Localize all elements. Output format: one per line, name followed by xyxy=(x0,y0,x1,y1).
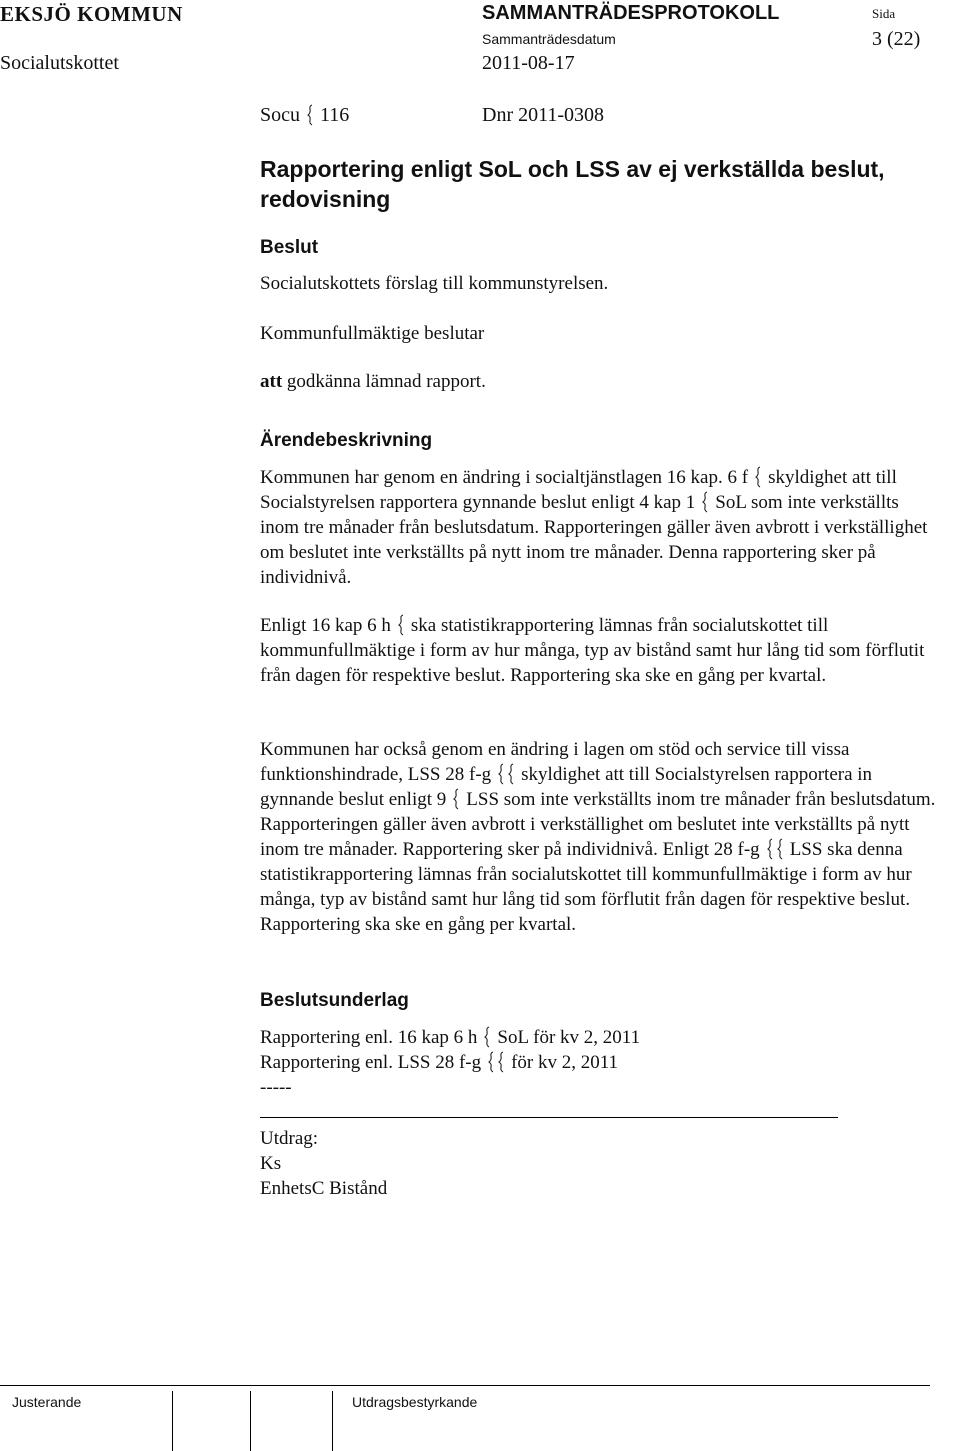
page-number: 3 (22) xyxy=(872,28,921,50)
footer-justerande-label: Justerande xyxy=(12,1394,82,1410)
list-item xyxy=(260,1025,640,1050)
distribution-recipient: Ks xyxy=(260,1153,282,1174)
case-paragraph-2 xyxy=(260,613,940,688)
distribution-recipient: EnhetsC Bistånd xyxy=(260,1178,388,1199)
case-text: ska statistikrapportering lämnas från socialutskottet till kommunfullmäktige i form av hur många, typ av bistånd samt hur lång tid som förflutit från dagen för respektive beslut. Rapportering ska ske en gång per kvartal. xyxy=(260,615,925,686)
case-text: LSS ska denna statistikrapportering lämnas från socialutskottet till kommunfullmäktige i form av hur många, typ av bistånd samt hur lång tid som förflutit från dagen för respektive beslut. Rapportering ska ske en gång per kvartal. xyxy=(260,839,912,935)
list-item xyxy=(260,1050,640,1075)
section-sign-icon xyxy=(452,788,460,810)
section-sign-icon xyxy=(497,1051,505,1073)
section-sign-icon xyxy=(766,838,774,860)
signature-box-divider xyxy=(332,1391,333,1451)
section-sign-icon xyxy=(487,1051,495,1073)
meeting-date-label: Sammanträdesdatum xyxy=(482,31,616,47)
signature-box-divider xyxy=(172,1391,173,1451)
decision-text xyxy=(260,371,486,393)
case-paragraph-1 xyxy=(260,465,940,590)
meeting-date: 2011-08-17 xyxy=(482,52,575,74)
decision-att: att xyxy=(260,371,283,392)
decision-basis-list xyxy=(260,1025,640,1100)
section-sign-icon xyxy=(483,1026,491,1048)
case-paragraph-3 xyxy=(260,737,940,937)
case-description-heading: Ärendebeskrivning xyxy=(260,430,433,451)
footer-certification-label: Utdragsbestyrkande xyxy=(352,1394,478,1410)
paragraph-prefix: Socu xyxy=(260,104,300,126)
diary-number: Dnr 2011-0308 xyxy=(482,104,605,126)
section-sign-icon xyxy=(397,614,405,636)
document-type: SAMMANTRÄDESPROTOKOLL xyxy=(482,2,780,24)
decision-proposal: Socialutskottets förslag till kommunstyrelsen. xyxy=(260,273,609,294)
section-sign-icon xyxy=(701,491,709,513)
decision-body: Kommunfullmäktige beslutar xyxy=(260,323,485,344)
item-title: Rapportering enligt SoL och LSS av ej verkställda beslut, redovisning xyxy=(260,156,885,212)
section-sign-icon xyxy=(306,104,314,126)
case-text: SoL som inte verkställts inom tre månader från beslutsdatum. Rapporteringen gäller även avbrott i verkställighet om beslutet inte verkställts på nytt inom tre månader. Denna rapportering sker på individnivå. xyxy=(260,492,928,588)
section-sign-icon xyxy=(754,466,762,488)
list-item-text: SoL för kv 2, 2011 xyxy=(497,1027,641,1048)
decision-rest: godkänna lämnad rapport. xyxy=(282,371,486,392)
organization-name: EKSJÖ KOMMUN xyxy=(0,2,183,26)
signature-box-divider xyxy=(250,1391,251,1451)
case-text: skyldighet att till Socialstyrelsen rapportera gynnande beslut enligt 4 kap 1 xyxy=(260,467,897,513)
department-name: Socialutskottet xyxy=(0,52,119,74)
divider xyxy=(260,1117,838,1118)
separator-text: ----- xyxy=(260,1077,292,1098)
case-text: Kommunen har genom en ändring i socialtjänstlagen 16 kap. 6 f xyxy=(260,467,749,488)
case-text: Enligt 16 kap 6 h xyxy=(260,615,391,636)
case-text: Kommunen har också genom en ändring i lagen om stöd och service till vissa funktionshindrade, LSS 28 f-g xyxy=(260,739,850,785)
footer-divider xyxy=(0,1385,930,1386)
list-item-text: för kv 2, 2011 xyxy=(511,1052,619,1073)
distribution-label: Utdrag: xyxy=(260,1128,319,1149)
section-sign-icon xyxy=(507,763,515,785)
case-text: LSS som inte verkställts inom tre månader från beslutsdatum. Rapporteringen gäller även avbrott i verkställighet om beslutet inte verkställts på nytt inom tre månader. Rapportering sker på individnivå. Enligt 28 f-g xyxy=(260,789,936,860)
list-item-text: Rapportering enl. LSS 28 f-g xyxy=(260,1052,482,1073)
list-item-text: Rapportering enl. 16 kap 6 h xyxy=(260,1027,478,1048)
decision-basis-heading: Beslutsunderlag xyxy=(260,990,409,1011)
section-sign-icon xyxy=(497,763,505,785)
case-text: skyldighet att till Socialstyrelsen rapportera in gynnande beslut enligt 9 xyxy=(260,764,873,810)
distribution-list xyxy=(260,1126,387,1201)
section-sign-icon xyxy=(776,838,784,860)
paragraph-id xyxy=(260,104,349,127)
paragraph-number: 116 xyxy=(320,104,350,126)
page-label: Sida xyxy=(872,6,896,21)
decision-heading: Beslut xyxy=(260,237,319,258)
